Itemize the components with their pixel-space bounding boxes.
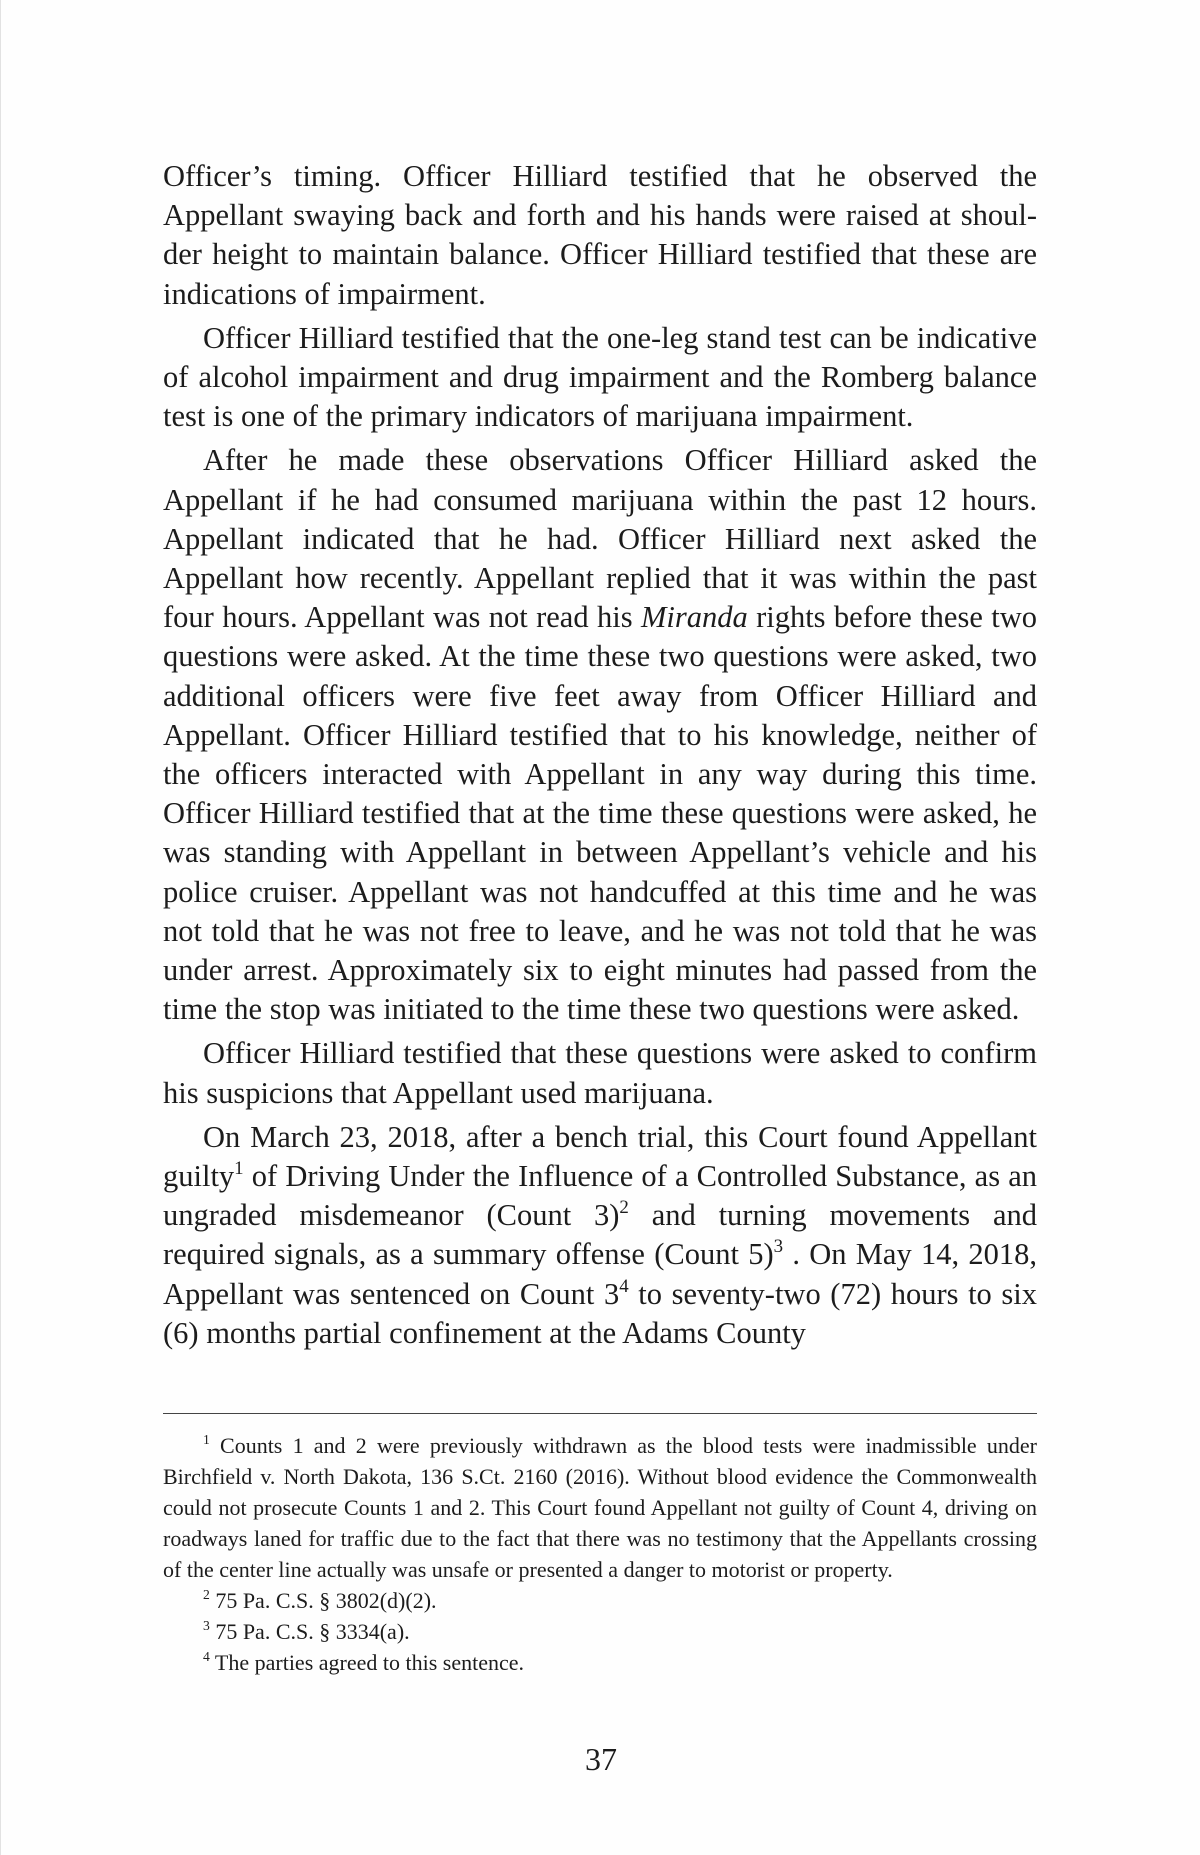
paragraph-3-text-a: After he made these observations Officer Hilliard asked the Appellant if he had consumed marijuana within the past 12 hours. Appellant indicated that he had. Officer Hilliard next asked the Appellant how recently. Appellant replied that it was within the past four hours. Appellant was not read his <box>163 443 1037 635</box>
footnote-1 <box>163 1430 1037 1585</box>
paragraph-3 <box>163 441 1037 1029</box>
footnote-4 <box>163 1647 1037 1678</box>
footnote-4-text: The parties agreed to this sentence. <box>209 1650 525 1675</box>
paragraph-1 <box>163 157 1037 314</box>
paragraph-5 <box>163 1118 1037 1353</box>
footnotes <box>163 1430 1037 1678</box>
footnote-1-mark: 1 <box>203 1432 210 1447</box>
paragraph-2-text: Officer Hilliard testified that the one-leg stand test can be indicative of alcohol impairment and drug impairment and the Romberg balance test is one of the primary indicators of marijuana impairment. <box>163 320 1037 434</box>
footnote-4-mark: 4 <box>203 1649 210 1664</box>
footnote-divider <box>163 1413 1037 1414</box>
paragraph-2 <box>163 319 1037 437</box>
paragraph-5-text-a: On March 23, 2018, after a bench trial, this Court found Appellant guilty <box>163 1119 1037 1194</box>
miranda-italic: Miranda <box>640 600 748 635</box>
paragraph-5-text-e: to seventy-two (72) hours to six (6) months partial confinement at the Adams County <box>163 1276 1037 1350</box>
footnote-2-text: 75 Pa. C.S. § 3802(d)(2). <box>209 1588 437 1613</box>
footnote-2 <box>163 1585 1037 1616</box>
footnote-ref-2: 2 <box>619 1197 629 1219</box>
paragraph-5-text-c: and turning movements and required signals, as a summary offense (Count 5) <box>163 1198 1038 1272</box>
paragraph-5-text-d: . On May 14, 2018, Appellant was sentenced on Count 3 <box>163 1237 1037 1311</box>
page-number: 37 <box>585 1741 617 1777</box>
paragraph-4-text: Officer Hilliard testified that these questions were asked to confirm his suspicions that Appellant used marijuana. <box>163 1036 1037 1110</box>
footnote-3 <box>163 1616 1037 1647</box>
footnote-ref-4: 4 <box>619 1275 629 1297</box>
footnote-ref-3: 3 <box>773 1236 784 1258</box>
paragraph-3-text-b: rights before these two questions were asked. At the time these two questions were asked, two additional officers were five feet away from Officer Hilliard and Appellant. Officer Hilliard testified that to his knowledge, neither of the officers interacted with Appellant in any way during this time. Officer Hilliard testified that at the time these questions were asked, he was standing with Appellant in between Appellant’s vehicle and his police cruiser. Appellant was not handcuffed at this time and he was not told that he was not free to leave, and he was not told that he was under arrest. Approximately six to eight minutes had passed from the time the stop was initiated to the time these two questions were asked. <box>163 600 1038 1027</box>
body-text <box>163 157 1037 1358</box>
footnote-3-text: 75 Pa. C.S. § 3334(a). <box>209 1619 410 1644</box>
paragraph-4 <box>163 1034 1037 1112</box>
footnote-2-mark: 2 <box>203 1587 210 1602</box>
paragraph-5-text-b: of Driving Under the Influence of a Controlled Substance, as an ungraded misdemeanor (Count 3) <box>163 1159 1037 1233</box>
footnote-ref-1: 1 <box>234 1157 244 1179</box>
footnote-3-mark: 3 <box>203 1618 210 1633</box>
footnote-1-text: Counts 1 and 2 were previously withdrawn as the blood tests were inadmissible under Birchfield v. North Dakota, 136 S.Ct. 2160 (2016). Without blood evidence the Commonwealth could not prosecute Counts 1 and 2. This Court found Appellant not guilty of Count 4, driving on roadways laned for traffic due to the fact that there was no testimony that the Appellants crossing of the center line actually was unsafe or presented a danger to motorist or property. <box>163 1433 1037 1582</box>
paragraph-1-text: Officer’s timing. Officer Hilliard testified that he observed the Appellant swaying back and forth and his hands were raised at shoulder height to maintain balance. Officer Hilliard testified that these are indications of impairment. <box>163 159 1037 311</box>
